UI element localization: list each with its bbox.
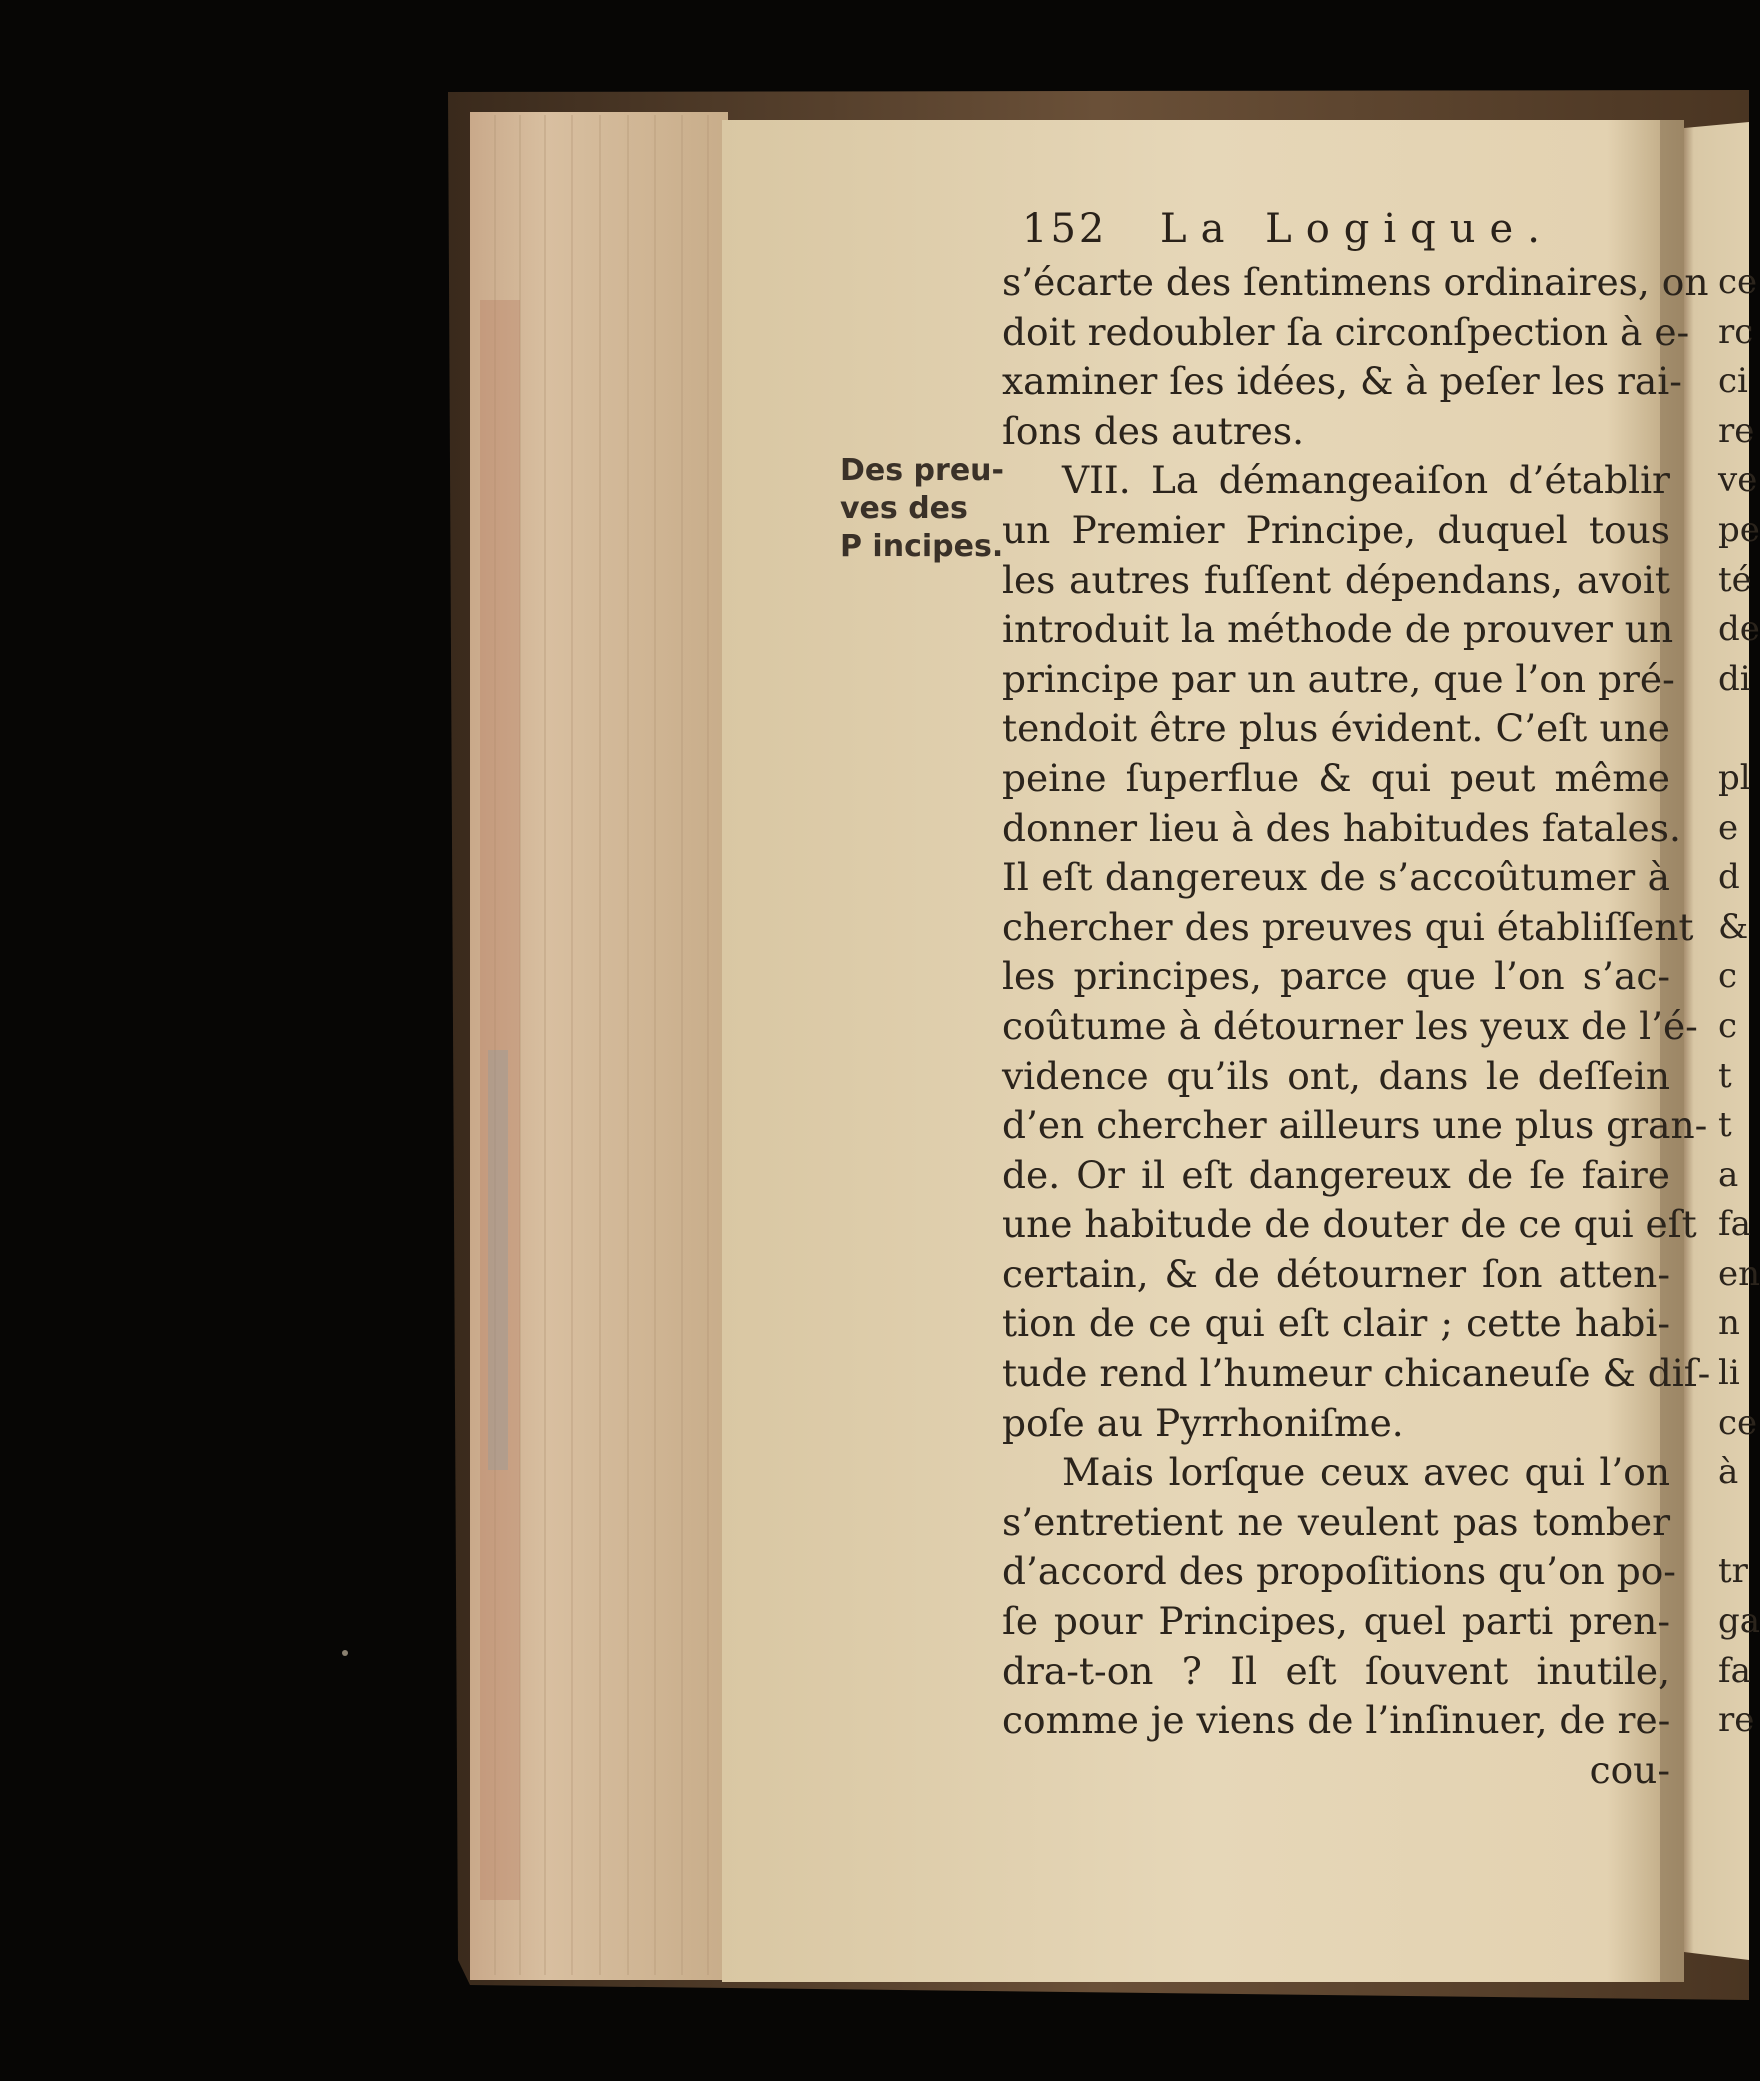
- facing-fragment: ce: [1718, 262, 1758, 302]
- facing-fragment: rc: [1718, 311, 1754, 352]
- facing-fragment: &: [1718, 906, 1749, 947]
- marginal-note: [840, 452, 1010, 566]
- text-line: tendoit être plus évident. C’eſt une: [1002, 706, 1670, 751]
- text-line: chercher des preuves qui établiſſent: [1002, 904, 1694, 949]
- facing-fragment: d: [1718, 857, 1740, 898]
- text-line: tion de ce qui eſt clair ; cette habi-: [1002, 1301, 1670, 1346]
- facing-fragment: c: [1718, 956, 1738, 997]
- text-line: les autres fuſſent dépendans, avoit: [1002, 557, 1670, 602]
- text-line: tude rend l’humeur chicaneuſe & diſ-: [1002, 1351, 1711, 1396]
- facing-fragment: e: [1718, 807, 1739, 848]
- facing-fragment: à: [1718, 1452, 1739, 1493]
- marginal-note-line: ves des: [840, 491, 968, 526]
- catchword: cou-: [1589, 1747, 1670, 1792]
- text-line: d’en chercher ailleurs une plus gran-: [1002, 1103, 1708, 1148]
- page-number: 152: [1022, 206, 1108, 252]
- facing-fragment: pe: [1718, 509, 1760, 550]
- facing-fragment: t: [1718, 1105, 1732, 1146]
- text-line: un Premier Principe, duquel tous: [1002, 507, 1670, 552]
- facing-fragment: fa: [1718, 1204, 1751, 1245]
- text-line: poſe au Pyrrhoniſme.: [1002, 1400, 1404, 1445]
- section-heading-line: VII. La démangeaiſon d’établir: [1062, 458, 1670, 503]
- facing-page-text: [1718, 258, 1760, 1746]
- text-line: vidence qu’ils ont, dans le deſſein: [1002, 1053, 1670, 1098]
- text-line: xaminer ſes idées, & à peſer les rai-: [1002, 359, 1682, 404]
- text-line: comme je viens de l’inſinuer, de re-: [1002, 1698, 1671, 1743]
- text-line: doit redoubler ſa circonſpection à e-: [1002, 309, 1690, 354]
- facing-fragment: pl: [1718, 757, 1751, 798]
- facing-fragment: re: [1718, 410, 1755, 451]
- facing-fragment: fa: [1718, 1650, 1751, 1691]
- text-line: ſons des autres.: [1002, 408, 1304, 453]
- text-line: s’entretient ne veulent pas tomber: [1002, 1499, 1670, 1544]
- facing-fragment: de: [1718, 609, 1760, 650]
- facing-fragment: en: [1718, 1253, 1760, 1294]
- text-line: d’accord des propoſitions qu’on po-: [1002, 1549, 1676, 1594]
- running-title: La Logique.: [1160, 206, 1554, 252]
- text-line: Mais lorſque ceux avec qui l’on: [1062, 1450, 1670, 1495]
- facing-fragment: c: [1718, 1005, 1738, 1046]
- facing-fragment: ci: [1718, 361, 1748, 402]
- facing-fragment: n: [1718, 1303, 1740, 1344]
- text-line: Il eſt dangereux de s’accoûtumer à: [1002, 855, 1670, 900]
- text-line: dra-t-on ? Il eſt ſouvent inutile,: [1002, 1648, 1670, 1693]
- text-line: de. Or il eſt dangereux de ſe faire: [1002, 1152, 1670, 1197]
- text-line: coûtume à détourner les yeux de l’é-: [1002, 1003, 1698, 1048]
- text-line: introduit la méthode de prouver un: [1002, 607, 1674, 652]
- text-line: peine ſuperflue & qui peut même: [1002, 755, 1670, 800]
- facing-fragment: ga: [1718, 1601, 1760, 1642]
- text-line: les principes, parce que l’on s’ac-: [1002, 954, 1670, 999]
- facing-fragment: re: [1718, 1700, 1755, 1741]
- facing-fragment: tr: [1718, 1551, 1748, 1592]
- facing-fragment: t: [1718, 1055, 1732, 1096]
- running-head: [1022, 206, 1652, 256]
- marginal-note-line: Des preu-: [840, 453, 1004, 488]
- facing-fragment: ce: [1718, 1402, 1758, 1443]
- facing-fragment: di: [1718, 658, 1751, 699]
- text-line: certain, & de détourner ſon atten-: [1002, 1251, 1670, 1296]
- text-line: une habitude de douter de ce qui eſt: [1002, 1202, 1697, 1247]
- text-line: principe par un autre, que l’on pré-: [1002, 656, 1675, 701]
- text-line: donner lieu à des habitudes fatales.: [1002, 805, 1681, 850]
- facing-fragment: li: [1718, 1353, 1740, 1394]
- facing-fragment: té: [1718, 559, 1752, 600]
- text-line: ſe pour Principes, quel parti pren-: [1002, 1599, 1670, 1644]
- facing-fragment: [1718, 1498, 1749, 1548]
- facing-fragment: [1718, 704, 1749, 754]
- facing-fragment: ve: [1718, 460, 1758, 501]
- marginal-note-line: P incipes.: [840, 529, 1004, 564]
- text-line: s’écarte des ſentimens ordinaires, on: [1002, 260, 1709, 304]
- facing-fragment: a: [1718, 1154, 1739, 1195]
- body-text: [1002, 258, 1711, 1795]
